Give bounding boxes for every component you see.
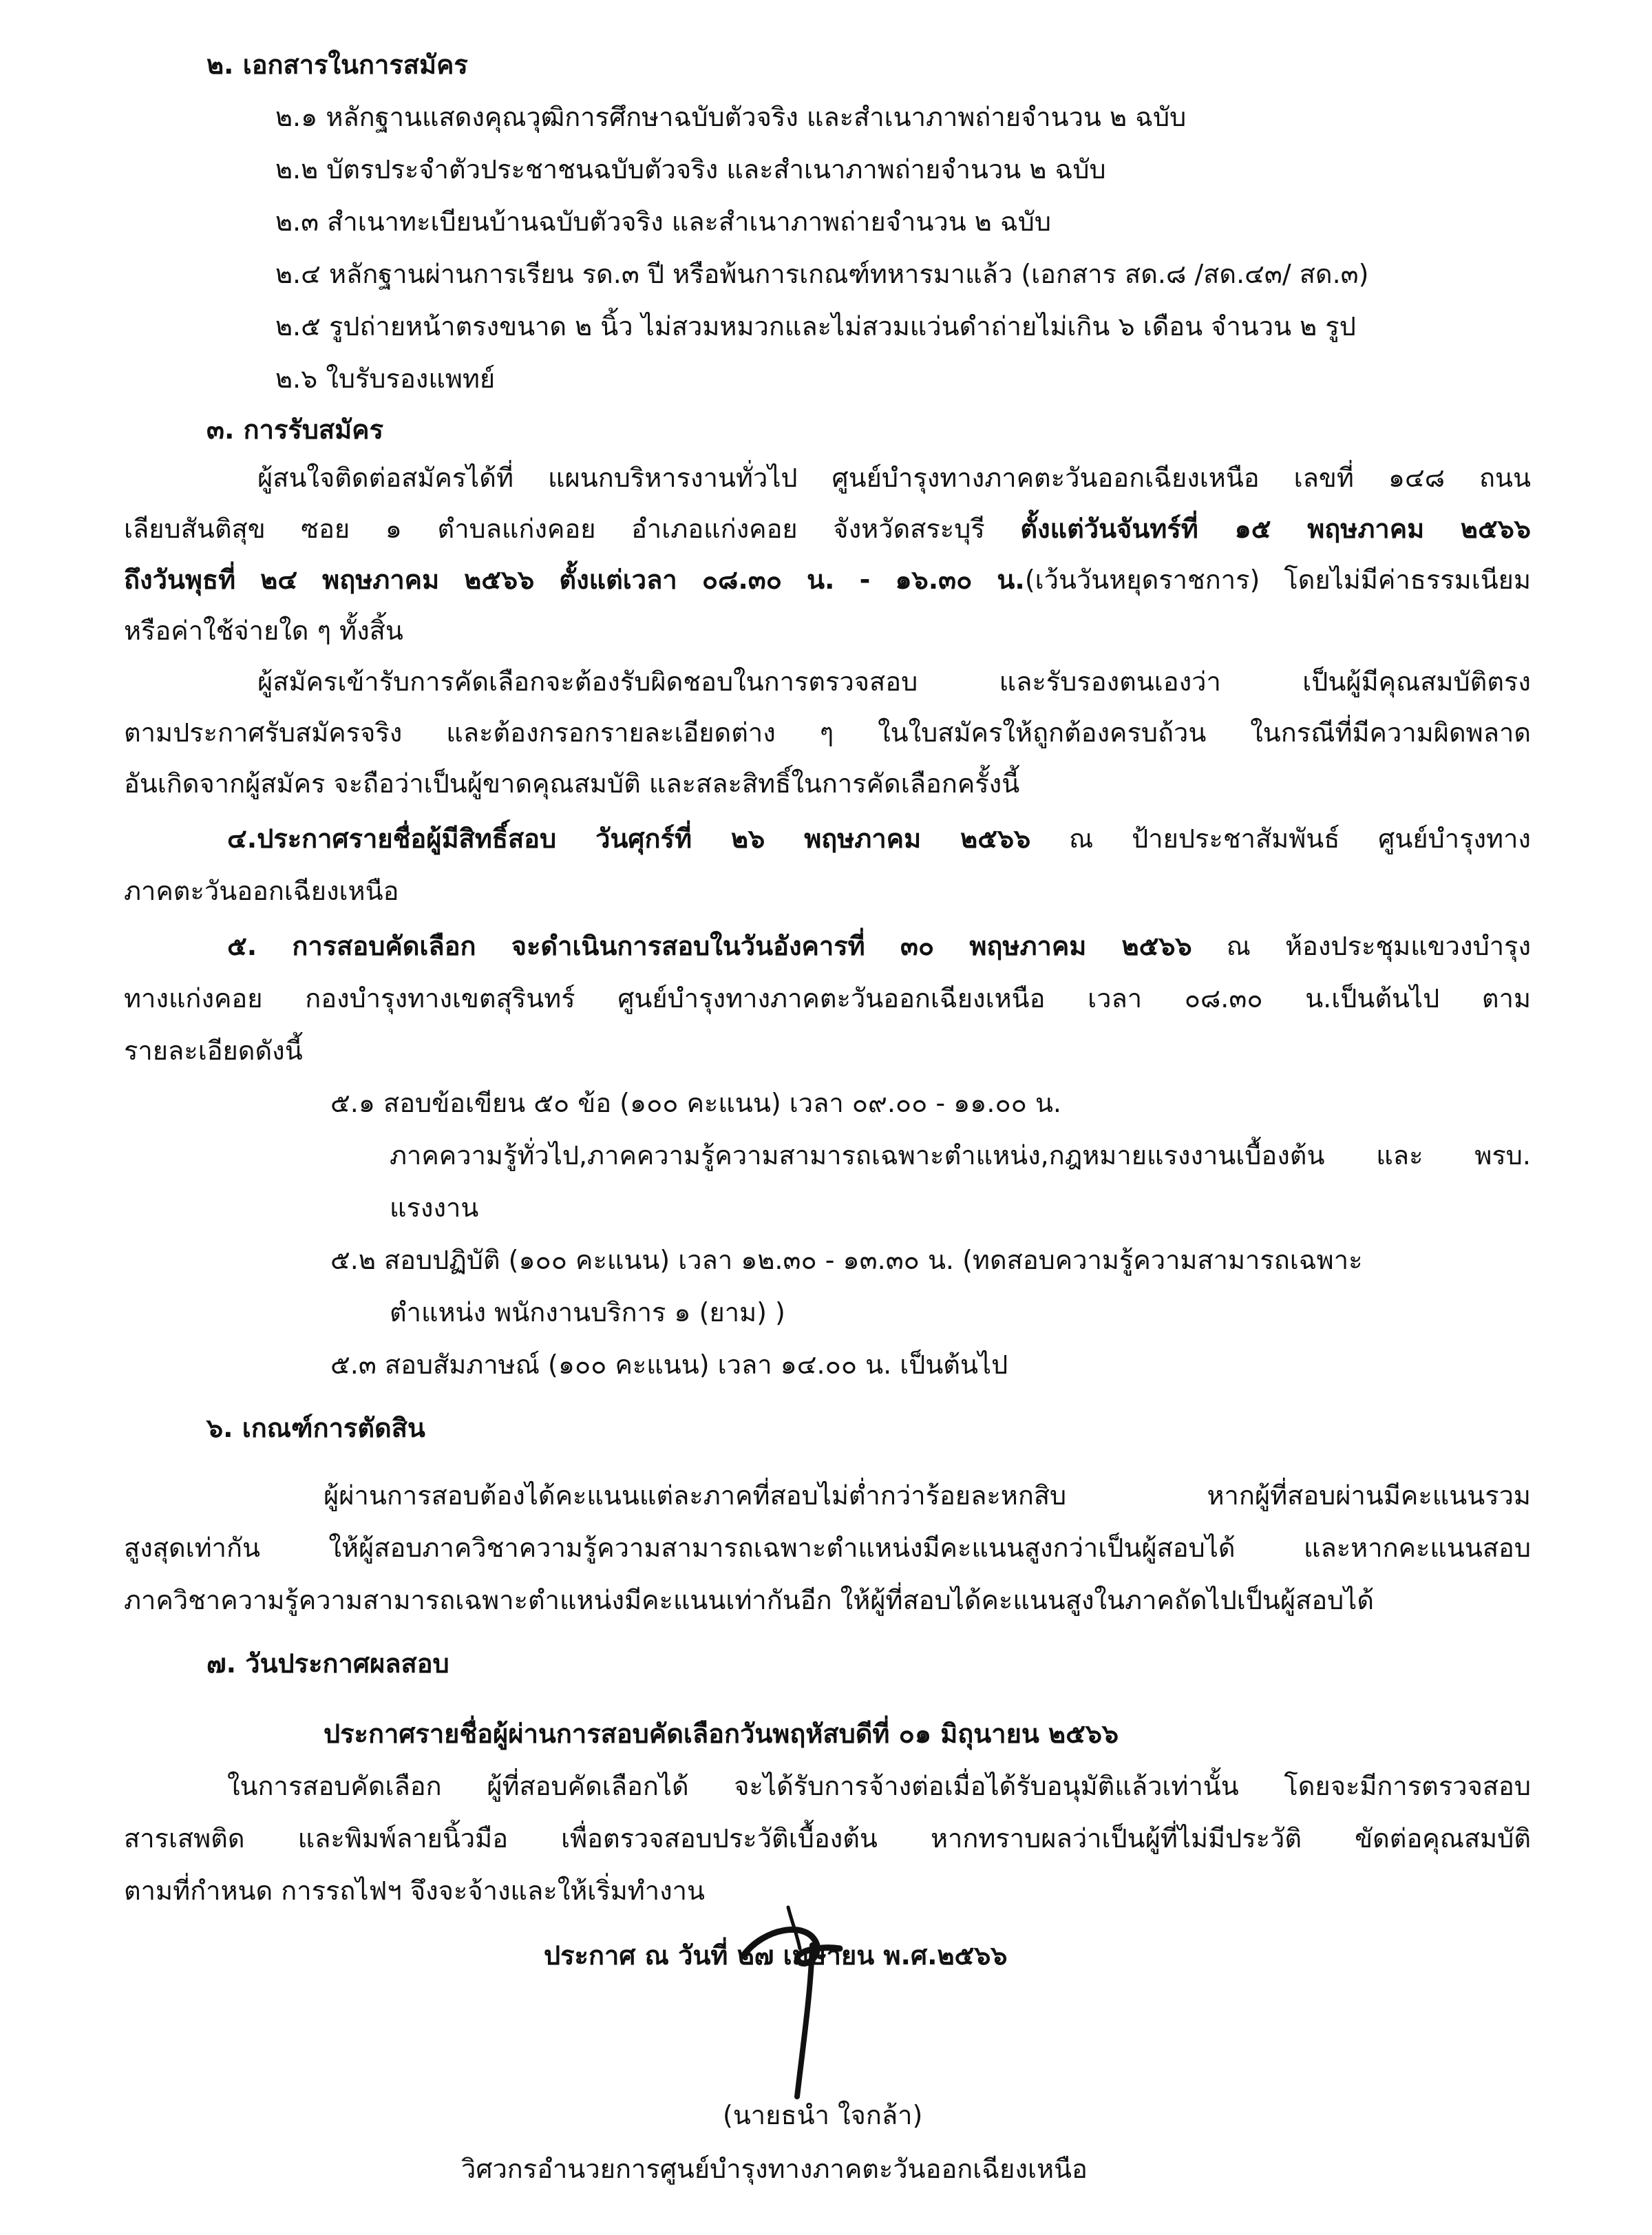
text-run: ณ ป้ายประชาสัมพันธ์ ศูนย์บำรุงทาง <box>1030 823 1531 854</box>
application-end-date: ถึงวันพุธที่ ๒๔ พฤษภาคม ๒๕๖๖ ตั้งแต่เวลา ๐๘.๓๐ น. - ๑๖.๓๐ น. <box>124 565 1025 595</box>
announcement-date: ประกาศ ณ วันที่ ๒๗ เมษายน พ.ศ.๒๕๖๖ <box>544 1940 1008 1971</box>
section-4-heading: ๔.ประกาศรายชื่อผู้มีสิทธิ์สอบ วันศุกร์ที่ ๒๖ พฤษภาคม ๒๕๖๖ <box>227 823 1031 854</box>
section-3-paragraph-line: หรือค่าใช้จ่ายใด ๆ ทั้งสิ้น <box>124 616 403 646</box>
section-2-heading: ๒. เอกสารในการสมัคร <box>206 50 468 80</box>
section-5-heading: ๕. การสอบคัดเลือก จะดำเนินการสอบในวันอังคารที่ ๓๐ พฤษภาคม ๒๕๖๖ <box>227 931 1192 961</box>
section-6-line: สูงสุดเท่ากัน ให้ผู้สอบภาควิชาความรู้ความสามารถเฉพาะตำแหน่งมีคะแนนสูงกว่าเป็นผู้สอบได้ และหากคะแนนสอบ <box>124 1533 1531 1563</box>
section-2-item: ๒.๕ รูปถ่ายหน้าตรงขนาด ๒ นิ้ว ไม่สวมหมวกและไม่สวมแว่นดำถ่ายไม่เกิน ๖ เดือน จำนวน ๒ รูป <box>275 311 1356 342</box>
section-7-heading: ๗. วันประกาศผลสอบ <box>206 1648 449 1679</box>
text-run: (เว้นวันหยุดราชการ) โดยไม่มีค่าธรรมเนียม <box>1024 565 1531 595</box>
section-6-line: ผู้ผ่านการสอบต้องได้คะแนนแต่ละภาคที่สอบไม่ต่ำกว่าร้อยละหกสิบ หากผู้ที่สอบผ่านมีคะแนนรวม <box>324 1480 1531 1511</box>
exam-item: ๕.๓ สอบสัมภาษณ์ (๑๐๐ คะแนน) เวลา ๑๔.๐๐ น. เป็นต้นไป <box>330 1350 1008 1380</box>
section-3-paragraph-line: ผู้สนใจติดต่อสมัครได้ที่ แผนกบริหารงานทั่วไป ศูนย์บำรุงทางภาคตะวันออกเฉียงเหนือ เลขที่ ๑๔๘ ถนน <box>257 463 1531 493</box>
section-7-line: สารเสพติด และพิมพ์ลายนิ้วมือ เพื่อตรวจสอบประวัติเบื้องต้น หากทราบผลว่าเป็นผู้ที่ไม่มีประวัติ ขัดต่อคุณสมบัติ <box>124 1823 1531 1854</box>
section-5-line <box>227 931 1531 963</box>
signer-title: วิศวกรอำนวยการศูนย์บำรุงทางภาคตะวันออกเฉียงเหนือ <box>461 2154 1088 2184</box>
section-4-line: ภาคตะวันออกเฉียงเหนือ <box>124 876 399 906</box>
section-6-heading: ๖. เกณฑ์การตัดสิน <box>206 1413 425 1443</box>
section-2-item: ๒.๔ หลักฐานผ่านการเรียน รด.๓ ปี หรือพ้นการเกณฑ์ทหารมาแล้ว (เอกสาร สด.๘ /สด.๔๓/ สด.๓) <box>275 259 1369 289</box>
application-start-date: ตั้งแต่วันจันทร์ที่ ๑๕ พฤษภาคม ๒๕๖๖ <box>1020 514 1531 544</box>
section-7-line: ตามที่กำหนด การรถไฟฯ จึงจะจ้างและให้เริ่มทำงาน <box>124 1876 705 1906</box>
exam-item: ๕.๑ สอบข้อเขียน ๕๐ ข้อ (๑๐๐ คะแนน) เวลา ๐๙.๐๐ - ๑๑.๐๐ น. <box>330 1088 1061 1118</box>
exam-item: ๕.๒ สอบปฏิบัติ (๑๐๐ คะแนน) เวลา ๑๒.๓๐ - ๑๓.๓๐ น. (ทดสอบความรู้ความสามารถเฉพาะ <box>330 1245 1363 1275</box>
section-3-heading: ๓. การรับสมัคร <box>206 415 384 445</box>
section-5-line: ทางแก่งคอย กองบำรุงทางเขตสุรินทร์ ศูนย์บำรุงทางภาคตะวันออกเฉียงเหนือ เวลา ๐๘.๓๐ น.เป็นต้นไป ตาม <box>124 983 1531 1014</box>
exam-item-detail: ภาคความรู้ทั่วไป,ภาคความรู้ความสามารถเฉพาะตำแหน่ง,กฎหมายแรงงานเบื้องต้น และ พรบ. <box>390 1140 1531 1171</box>
section-4-line <box>227 823 1531 855</box>
section-6-line: ภาควิชาความรู้ความสามารถเฉพาะตำแหน่งมีคะแนนเท่ากันอีก ให้ผู้ที่สอบได้คะแนนสูงในภาคถัดไปเป็นผู้สอบได้ <box>124 1585 1375 1615</box>
section-2-item: ๒.๒ บัตรประจำตัวประชาชนฉบับตัวจริง และสำเนาภาพถ่ายจำนวน ๒ ฉบับ <box>275 154 1106 185</box>
section-3-paragraph-line: ตามประกาศรับสมัครจริง และต้องกรอกรายละเอียดต่าง ๆ ในใบสมัครให้ถูกต้องครบถ้วน ในกรณีที่มีความผิดพลาด <box>124 717 1531 748</box>
section-5-line: รายละเอียดดังนี้ <box>124 1036 303 1066</box>
handwritten-signature <box>723 1880 902 2107</box>
section-2-item: ๒.๑ หลักฐานแสดงคุณวุฒิการศึกษาฉบับตัวจริง และสำเนาภาพถ่ายจำนวน ๒ ฉบับ <box>275 102 1187 132</box>
signer-name: (นายธนำ ใจกล้า) <box>723 2100 923 2130</box>
text-run: เลียบสันติสุข ซอย ๑ ตำบลแก่งคอย อำเภอแก่งคอย จังหวัดสระบุรี <box>124 514 1021 544</box>
section-2-item: ๒.๖ ใบรับรองแพทย์ <box>275 364 496 394</box>
section-3-paragraph-line: ผู้สมัครเข้ารับการคัดเลือกจะต้องรับผิดชอบในการตรวจสอบ และรับรองตนเองว่า เป็นผู้มีคุณสมบัติตรง <box>257 667 1531 697</box>
exam-item-detail: ตำแหน่ง พนักงานบริการ ๑ (ยาม) ) <box>390 1297 785 1328</box>
section-3-paragraph-line <box>124 514 1531 545</box>
section-7-line: ในการสอบคัดเลือก ผู้ที่สอบคัดเลือกได้ จะได้รับการจ้างต่อเมื่อได้รับอนุมัติแล้วเท่านั้น โดยจะมีการตรวจสอบ <box>227 1771 1531 1801</box>
results-announcement: ประกาศรายชื่อผู้ผ่านการสอบคัดเลือกวันพฤหัสบดีที่ ๐๑ มิถุนายน ๒๕๖๖ <box>324 1719 1119 1749</box>
exam-item-detail: แรงงาน <box>390 1193 479 1223</box>
section-2-item: ๒.๓ สำเนาทะเบียนบ้านฉบับตัวจริง และสำเนาภาพถ่ายจำนวน ๒ ฉบับ <box>275 207 1052 237</box>
section-3-paragraph-line: อันเกิดจากผู้สมัคร จะถือว่าเป็นผู้ขาดคุณสมบัติ และสละสิทธิ์ในการคัดเลือกครั้งนี้ <box>124 768 1020 799</box>
section-3-paragraph-line <box>124 565 1531 596</box>
text-run: ณ ห้องประชุมแขวงบำรุง <box>1192 931 1531 961</box>
